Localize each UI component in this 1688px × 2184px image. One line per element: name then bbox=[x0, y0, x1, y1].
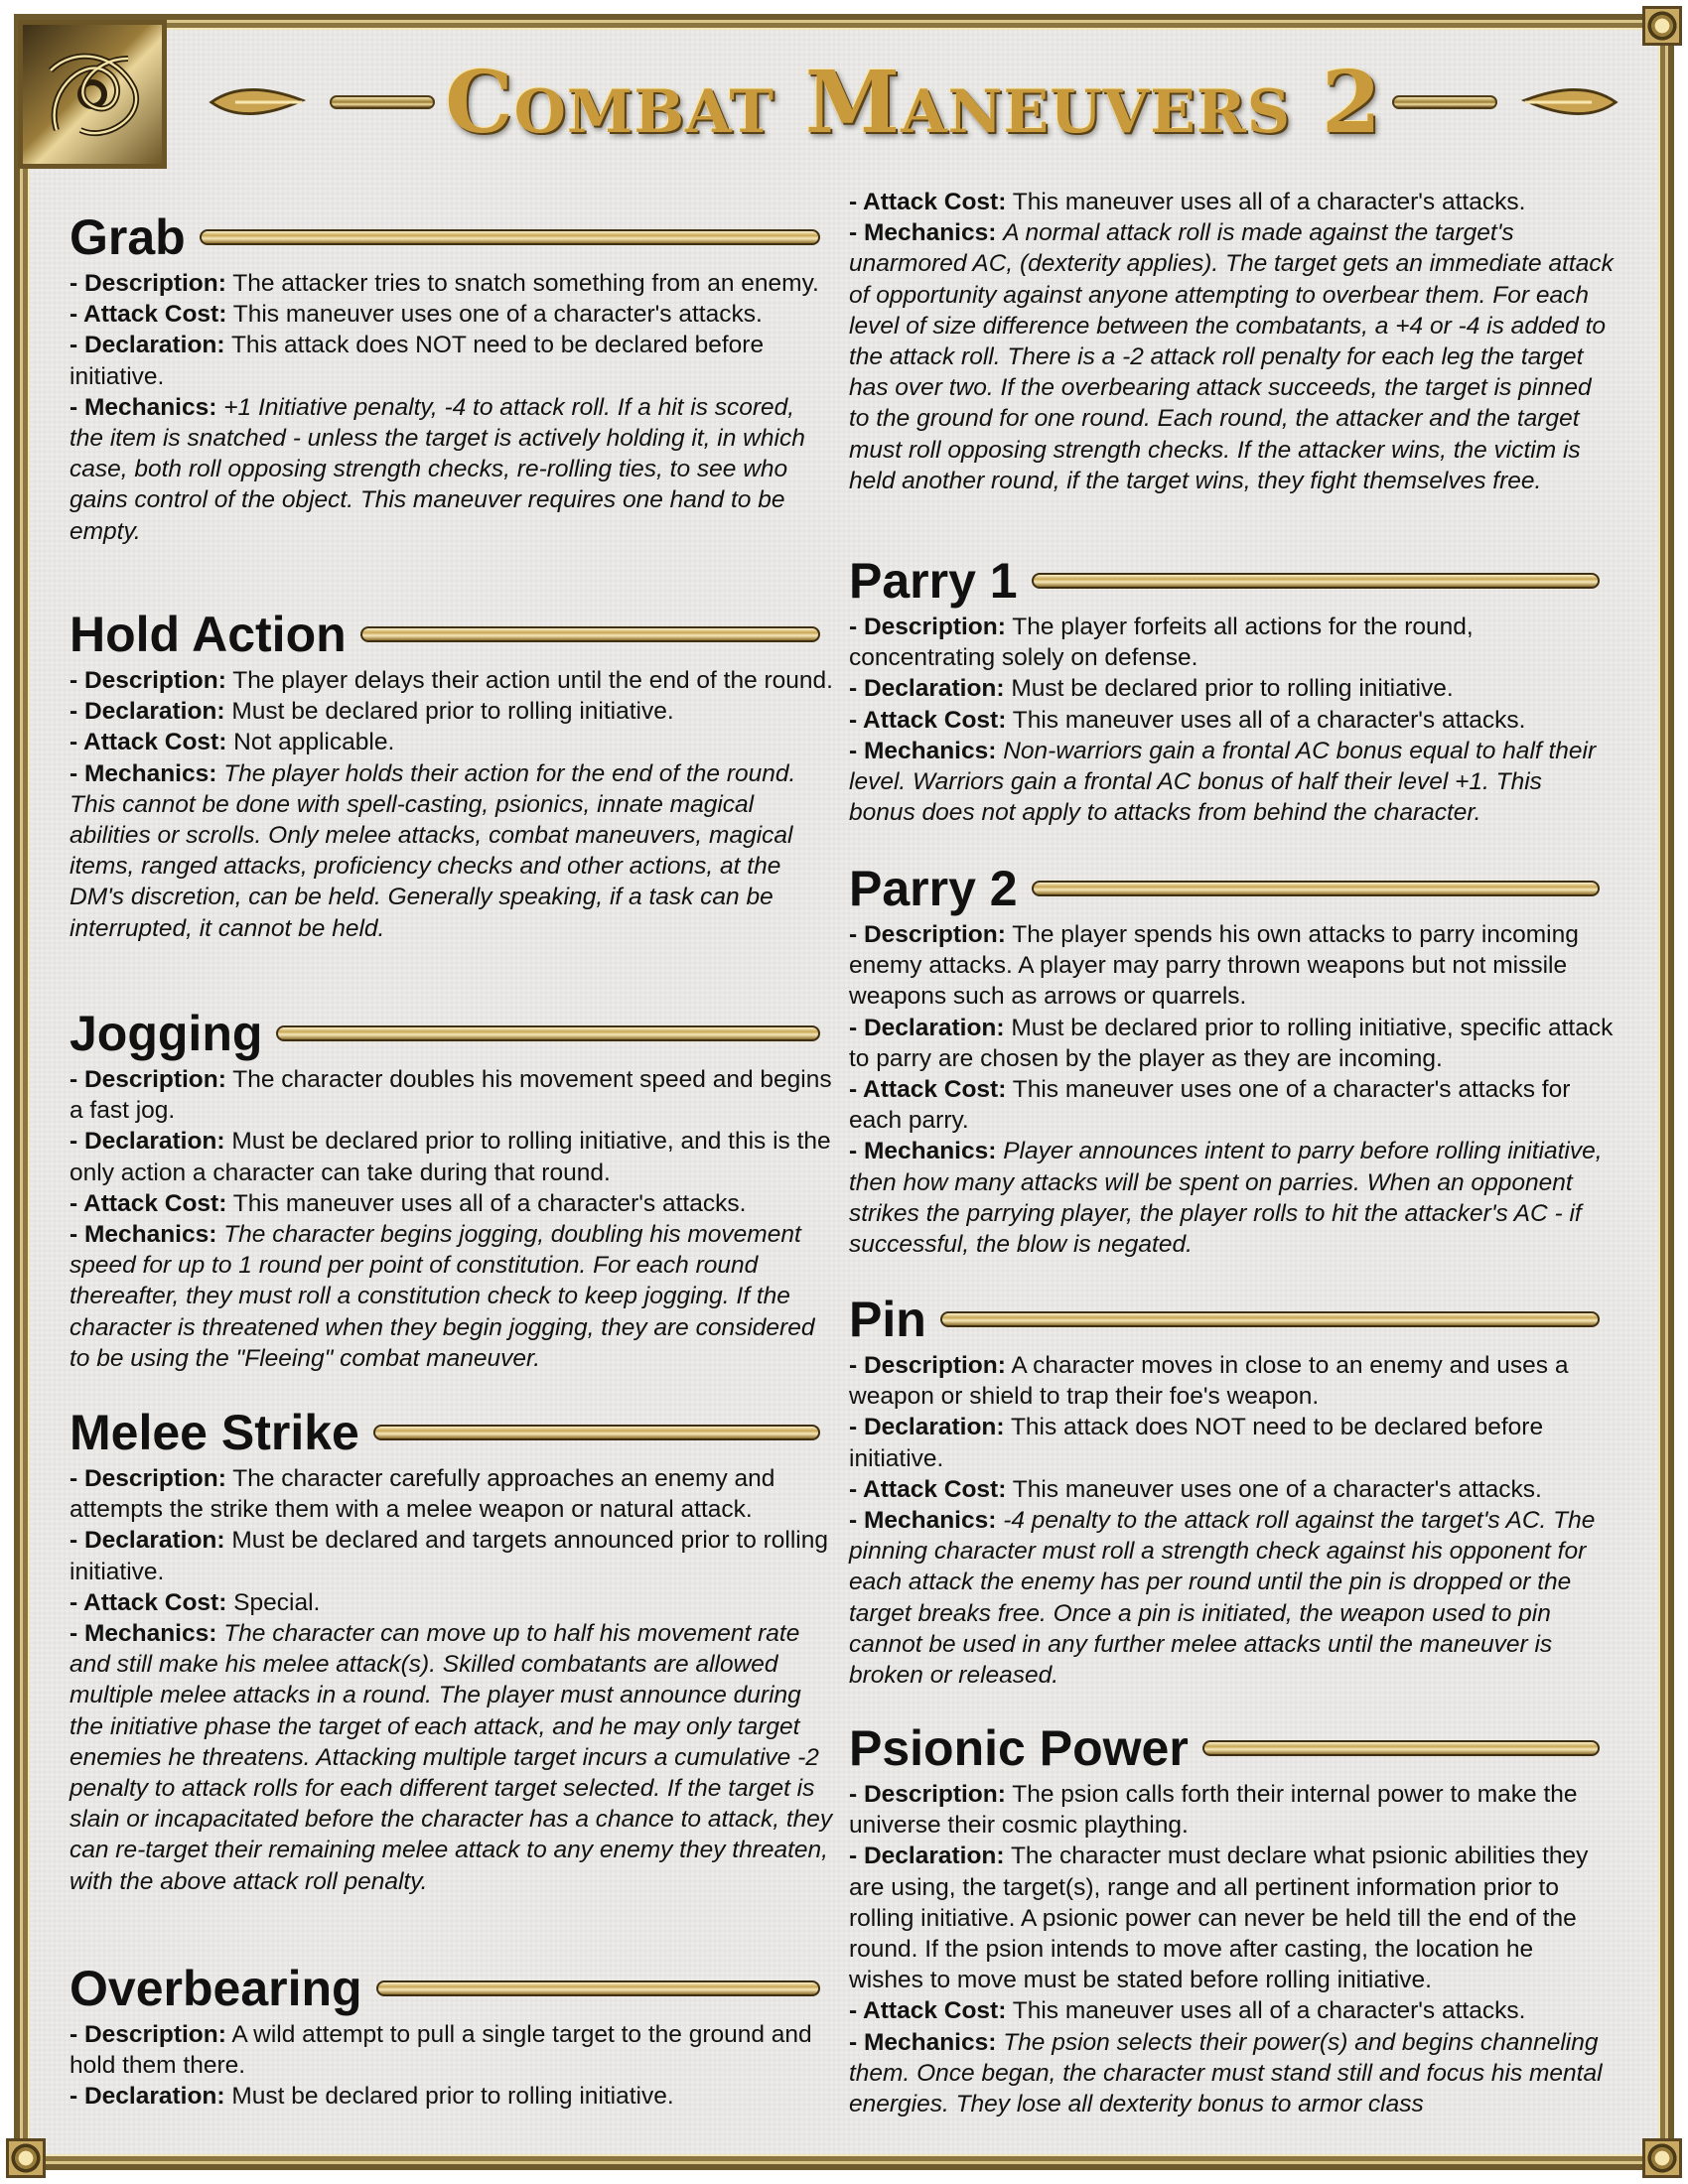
entry-mechanics bbox=[849, 1505, 1614, 1691]
entry-description bbox=[70, 2019, 834, 2081]
entry-declaration bbox=[70, 696, 834, 727]
corner-ornament-bottom-left bbox=[6, 2138, 46, 2178]
entry-text: The player holds their action for the end of the round. This cannot be done with spell-casting, psionics, innate magical abilities or scrolls. Only melee attacks, combat maneuvers, magical items, ranged attacks, proficiency checks and other actions, at the DM's discretion, can be held. Generally speaking, if a task can be interrupted, it cannot be held. bbox=[70, 759, 796, 942]
entry-description bbox=[70, 268, 834, 299]
section-heading: Psionic Power bbox=[849, 1720, 1189, 1776]
entry-label: - Description: bbox=[70, 1066, 226, 1093]
entry-declaration bbox=[849, 1412, 1614, 1473]
entry-label: - Declaration: bbox=[70, 698, 225, 726]
entry-label: - Declaration: bbox=[849, 1843, 1005, 1870]
entry-text: A wild attempt to pull a single target to the ground and hold them there. bbox=[70, 2021, 812, 2080]
entry-label: - Declaration: bbox=[70, 332, 225, 359]
heading-rule bbox=[940, 1311, 1600, 1327]
section-body bbox=[849, 1350, 1614, 1691]
section-heading-row bbox=[70, 1003, 834, 1064]
entry-attack-cost bbox=[70, 1587, 834, 1618]
section-heading-row bbox=[70, 604, 834, 665]
heading-rule bbox=[276, 1025, 820, 1041]
corner-ornament-top-right bbox=[1642, 6, 1682, 46]
title-rail-right bbox=[1392, 95, 1497, 109]
entry-attack-cost bbox=[849, 1074, 1614, 1136]
section-heading-row bbox=[70, 1958, 834, 2019]
entry-text: This attack does NOT need to be declared before initiative. bbox=[849, 1414, 1544, 1472]
entry-label: - Mechanics: bbox=[70, 759, 217, 787]
entry-text: A normal attack roll is made against the target's unarmored AC, (dexterity applies). The target gets an immediate attack of opportunity against anyone attempting to overbear them. For each level of size difference between the combatants, a +4 or -4 is added to the attack roll. There is a -2 attack roll penalty for each leg the target has over two. If the overbearing attack succeeds, the target is pinned to the ground for one round. Each round, the attacker and the target must roll opposing strength checks. If the attacker wins, the victim is held another round, if the target wins, they fight themselves free. bbox=[849, 219, 1614, 494]
entry-label: - Mechanics: bbox=[849, 219, 997, 247]
entry-text: This maneuver uses one of a character's attacks. bbox=[232, 301, 763, 329]
section-heading: Jogging bbox=[70, 1006, 263, 1061]
section-heading-row bbox=[849, 858, 1614, 919]
entry-mechanics bbox=[70, 392, 834, 547]
entry-description bbox=[70, 1463, 834, 1525]
entry-declaration bbox=[70, 2081, 834, 2112]
entry-text: A character moves in close to an enemy and uses a weapon or shield to trap their foe's weapon. bbox=[849, 1352, 1569, 1411]
entry-label: - Declaration: bbox=[849, 1014, 1005, 1041]
section-body bbox=[70, 2019, 834, 2113]
entry-text: This maneuver uses all of a character's attacks. bbox=[1012, 1997, 1526, 2025]
entry-text: The character carefully approaches an enemy and attempts the strike them with a melee weapon or natural attack. bbox=[70, 1465, 775, 1524]
entry-label: - Description: bbox=[849, 1352, 1006, 1379]
maneuver-section bbox=[849, 1717, 1614, 2119]
entry-text: The character can move up to half his movement rate and still make his melee attack(s). Skilled combatants are allowed multiple melee attacks in a round. The player must announce during the initiative phase the target of each attack, and he may only target enemies he threatens. Attacking multiple target incurs a cumulative -2 penalty to attack rolls for each different target selected. If the target is slain or incapacitated before the character has a chance to attack, they can re-target their remaining melee attack to any enemy they threaten, with the above attack roll penalty. bbox=[70, 1620, 833, 1895]
entry-text: The attacker tries to snatch something from an enemy. bbox=[232, 270, 819, 297]
section-heading: Parry 1 bbox=[849, 553, 1018, 609]
heading-rule bbox=[376, 1980, 820, 1996]
entry-description bbox=[849, 1350, 1614, 1412]
maneuver-section bbox=[849, 550, 1614, 828]
entry-description bbox=[849, 612, 1614, 673]
entry-mechanics bbox=[70, 1618, 834, 1897]
entry-label: - Declaration: bbox=[70, 2083, 225, 2111]
maneuver-section bbox=[70, 206, 834, 547]
entry-text: The player spends his own attacks to parry incoming enemy attacks. A player may parry thrown weapons but not missile weapons such as arrows or quarrels. bbox=[849, 921, 1579, 1011]
entry-text: Non-warriors gain a frontal AC bonus equal to half their level. Warriors gain a frontal AC bonus of half their level +1. This bonus does not apply to attacks from behind the character. bbox=[849, 737, 1597, 827]
entry-declaration bbox=[849, 1013, 1614, 1074]
knot-icon bbox=[33, 35, 152, 154]
entry-attack-cost bbox=[70, 727, 834, 757]
entry-attack-cost bbox=[849, 705, 1614, 736]
entry-attack-cost bbox=[70, 299, 834, 330]
entry-text: This maneuver uses one of a character's attacks for each parry. bbox=[849, 1076, 1571, 1135]
left-flourish-icon bbox=[207, 72, 312, 132]
entry-label: - Attack Cost: bbox=[849, 1475, 1007, 1503]
entry-description bbox=[849, 919, 1614, 1013]
section-heading: Parry 2 bbox=[849, 861, 1018, 916]
section-heading-row bbox=[849, 550, 1614, 612]
title-banner bbox=[199, 48, 1628, 157]
heading-rule bbox=[373, 1425, 820, 1440]
entry-mechanics bbox=[849, 217, 1614, 496]
entry-text: This attack does NOT need to be declared before initiative. bbox=[70, 332, 765, 390]
heading-rule bbox=[360, 626, 820, 642]
entry-text: The player forfeits all actions for the round, concentrating solely on defense. bbox=[849, 614, 1474, 672]
entry-description bbox=[849, 1779, 1614, 1841]
entry-text: +1 Initiative penalty, -4 to attack roll. If a hit is scored, the item is snatched - unless the target is actively holding it, in which case, both roll opposing strength checks, re-rolling ties, to see who gains control of the object. This maneuver requires one hand to be empty. bbox=[70, 393, 805, 545]
entry-label: - Attack Cost: bbox=[70, 1588, 227, 1616]
section-heading: Pin bbox=[849, 1292, 926, 1347]
entry-declaration bbox=[849, 1841, 1614, 1995]
section-body bbox=[70, 1463, 834, 1897]
maneuver-section bbox=[70, 1958, 834, 2113]
entry-label: - Attack Cost: bbox=[70, 1189, 227, 1217]
entry-label: - Declaration: bbox=[70, 1128, 225, 1156]
entry-label: - Mechanics: bbox=[849, 737, 997, 764]
entry-label: - Description: bbox=[849, 614, 1006, 640]
entry-text: The character begins jogging, doubling his movement speed for up to 1 round per point of constitution. For each round thereafter, they must roll a constitution check to keep jogging. If the character is threatened when they begin jogging, they are considered to be using the "Fleeing" combat maneuver. bbox=[70, 1221, 815, 1372]
section-heading-row bbox=[70, 1402, 834, 1463]
entry-mechanics bbox=[70, 1219, 834, 1374]
section-body bbox=[70, 268, 834, 547]
entry-label: - Description: bbox=[849, 1781, 1006, 1808]
section-heading-row bbox=[849, 1717, 1614, 1779]
corner-ornament-bottom-right bbox=[1642, 2138, 1682, 2178]
entry-label: - Attack Cost: bbox=[849, 1997, 1007, 2025]
entry-text: Player announces intent to parry before rolling initiative, then how many attacks will be spent on parries. When an opponent strikes the parrying player, the player rolls to hit the attacker's AC - if successful, the blow is negated. bbox=[849, 1138, 1603, 1259]
heading-rule bbox=[1032, 881, 1600, 896]
section-heading: Grab bbox=[70, 209, 186, 265]
entry-label: - Attack Cost: bbox=[70, 301, 227, 329]
entry-text: Not applicable. bbox=[233, 729, 395, 756]
entry-mechanics bbox=[849, 736, 1614, 829]
right-flourish-icon bbox=[1515, 72, 1620, 132]
entry-mechanics bbox=[849, 1136, 1614, 1260]
entry-mechanics bbox=[70, 758, 834, 944]
maneuver-section bbox=[849, 858, 1614, 1260]
entry-text: -4 penalty to the attack roll against the target's AC. The pinning character must roll a strength check against his opponent for each attack the enemy has per round until the pin is dropped or the target breaks free. Once a pin is initiated, the weapon used to pin cannot be used in any further melee attacks until the maneuver is broken or released. bbox=[849, 1507, 1596, 1690]
entry-label: - Mechanics: bbox=[70, 1620, 217, 1648]
section-body bbox=[849, 187, 1614, 496]
section-body bbox=[849, 919, 1614, 1260]
entry-label: - Description: bbox=[70, 2021, 226, 2048]
maneuver-section bbox=[849, 1289, 1614, 1691]
entry-text: Must be declared prior to rolling initiative, specific attack to parry are chosen by the player as they are incoming. bbox=[849, 1014, 1614, 1072]
entry-text: Must be declared prior to rolling initiative. bbox=[231, 698, 674, 726]
section-heading: Hold Action bbox=[70, 607, 347, 662]
entry-text: Must be declared and targets announced prior to rolling initiative. bbox=[70, 1527, 828, 1585]
entry-attack-cost bbox=[849, 1995, 1614, 2026]
title-rail-left bbox=[330, 95, 435, 109]
entry-text: This maneuver uses one of a character's attacks. bbox=[1012, 1475, 1542, 1503]
entry-text: The psion calls forth their internal power to make the universe their cosmic plaything. bbox=[849, 1781, 1578, 1840]
maneuver-section bbox=[70, 604, 834, 944]
entry-label: - Mechanics: bbox=[849, 1138, 997, 1165]
section-heading-row bbox=[849, 1289, 1614, 1350]
entry-attack-cost bbox=[849, 1474, 1614, 1505]
entry-text: Must be declared prior to rolling initiative, and this is the only action a character can take during that round. bbox=[70, 1128, 831, 1186]
entry-declaration bbox=[70, 1126, 834, 1187]
entry-label: - Mechanics: bbox=[849, 2028, 997, 2056]
entry-text: The character must declare what psionic abilities they are using, the target(s), range and all pertinent information prior to rolling initiative. A psionic power can never be held till the end of the round. If the psion intends to move after casting, the location he wishes to move must be stated before rolling initiative. bbox=[849, 1843, 1589, 1994]
maneuver-section bbox=[849, 187, 1614, 496]
section-body bbox=[849, 612, 1614, 828]
section-body bbox=[849, 1779, 1614, 2119]
entry-label: - Declaration: bbox=[849, 675, 1005, 703]
entry-text: This maneuver uses all of a character's attacks. bbox=[1012, 706, 1526, 734]
entry-text: Special. bbox=[233, 1588, 321, 1616]
entry-declaration bbox=[70, 330, 834, 391]
entry-label: - Declaration: bbox=[70, 1527, 225, 1555]
celtic-knot-logo bbox=[18, 20, 167, 169]
entry-attack-cost bbox=[70, 1188, 834, 1219]
entry-declaration bbox=[70, 1525, 834, 1586]
entry-label: - Mechanics: bbox=[70, 1221, 217, 1249]
entry-label: - Mechanics: bbox=[849, 1507, 997, 1535]
entry-label: - Attack Cost: bbox=[849, 706, 1007, 734]
heading-rule bbox=[1202, 1740, 1600, 1756]
entry-mechanics bbox=[849, 2027, 1614, 2120]
section-heading: Melee Strike bbox=[70, 1405, 359, 1460]
entry-label: - Attack Cost: bbox=[70, 729, 227, 756]
section-heading: Overbearing bbox=[70, 1961, 362, 2016]
entry-text: The player delays their action until the end of the round. bbox=[232, 667, 833, 694]
entry-label: - Description: bbox=[70, 667, 226, 694]
entry-text: The psion selects their power(s) and begins channeling them. Once began, the character must stand still and focus his mental energies. They lose all dexterity bonus to armor class bbox=[849, 2028, 1603, 2118]
section-heading-row bbox=[70, 206, 834, 268]
entry-description bbox=[70, 665, 834, 696]
maneuver-section bbox=[70, 1003, 834, 1374]
entry-label: - Description: bbox=[849, 921, 1006, 948]
entry-text: Must be declared prior to rolling initiative. bbox=[1011, 675, 1454, 703]
entry-label: - Mechanics: bbox=[70, 393, 217, 421]
entry-text: This maneuver uses all of a character's attacks. bbox=[232, 1189, 747, 1217]
entry-description bbox=[70, 1064, 834, 1126]
page-title: Combat Maneuvers 2 bbox=[445, 52, 1382, 153]
entry-label: - Attack Cost: bbox=[849, 1076, 1007, 1104]
maneuver-section bbox=[70, 1402, 834, 1897]
entry-label: - Description: bbox=[70, 270, 226, 297]
heading-rule bbox=[1032, 573, 1600, 589]
entry-text: The character doubles his movement speed and begins a fast jog. bbox=[70, 1066, 832, 1125]
section-body bbox=[70, 665, 834, 944]
entry-attack-cost bbox=[849, 187, 1614, 217]
entry-label: - Attack Cost: bbox=[849, 189, 1007, 215]
entry-declaration bbox=[849, 673, 1614, 704]
section-body bbox=[70, 1064, 834, 1374]
entry-text: This maneuver uses all of a character's attacks. bbox=[1012, 189, 1526, 215]
entry-label: - Declaration: bbox=[849, 1414, 1005, 1441]
heading-rule bbox=[200, 229, 820, 245]
entry-label: - Description: bbox=[70, 1465, 226, 1492]
entry-text: Must be declared prior to rolling initiative. bbox=[231, 2083, 674, 2111]
